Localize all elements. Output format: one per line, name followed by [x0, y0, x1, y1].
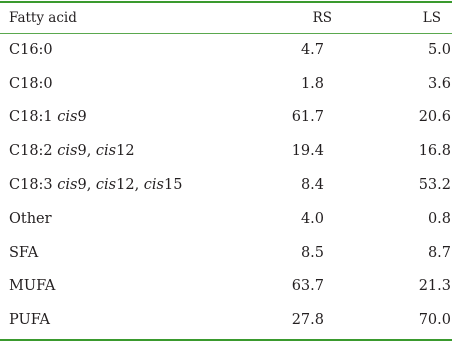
fatty-acid-name-part: C16:0	[9, 41, 53, 58]
isomer-prefix: cis	[57, 177, 78, 194]
table-row	[0, 67, 456, 101]
rs-value-cell: 63.7	[291, 278, 324, 295]
table-row	[0, 101, 456, 135]
fatty-acid-name-part: 9,	[77, 177, 96, 194]
rs-value-cell: 8.5	[300, 244, 324, 261]
rs-value-cell: 27.8	[291, 312, 324, 329]
isomer-prefix: cis	[143, 177, 164, 194]
table-row	[0, 236, 456, 270]
fatty-acid-name-part: PUFA	[9, 312, 50, 329]
rs-value-cell: 19.4	[291, 143, 324, 160]
fatty-acid-name-part: 12	[116, 143, 135, 160]
fatty-acid-name-cell	[0, 270, 229, 304]
ls-value-cell: 5.0	[427, 41, 451, 58]
isomer-prefix: cis	[95, 177, 117, 194]
fatty-acid-name-cell	[0, 134, 229, 168]
fatty-acid-name-cell	[0, 33, 229, 67]
ls-value-cell: 3.6	[427, 75, 451, 92]
table-row	[0, 168, 456, 202]
fatty-acid-name-cell	[0, 101, 229, 135]
fatty-acid-name-part: Other	[9, 210, 52, 227]
fatty-acid-name-part: C18:2	[9, 143, 58, 160]
fatty-acid-name-cell	[0, 168, 229, 202]
fatty-acid-name-part: C18:3	[9, 177, 58, 194]
isomer-prefix: cis	[95, 143, 117, 160]
table-row	[0, 202, 456, 236]
rs-value-cell: 4.0	[300, 210, 324, 227]
fatty-acid-name-cell	[0, 202, 229, 236]
table-row	[0, 270, 456, 304]
isomer-prefix: cis	[57, 143, 78, 160]
header-fatty-acid: Fatty acid	[9, 10, 77, 26]
table-row	[0, 303, 456, 337]
table-header-row	[0, 3, 456, 33]
fatty-acid-name-part: C18:0	[9, 75, 53, 92]
fatty-acid-name-cell	[0, 67, 229, 101]
header-rs: RS	[312, 10, 332, 26]
table-row	[0, 134, 456, 168]
ls-value-cell: 16.8	[418, 143, 451, 160]
ls-value-cell: 70.0	[418, 312, 451, 329]
rs-value-cell: 1.8	[300, 75, 324, 92]
isomer-prefix: cis	[57, 109, 78, 126]
rs-value-cell: 4.7	[300, 41, 324, 58]
fatty-acid-name-cell	[0, 236, 229, 270]
ls-value-cell: 0.8	[427, 210, 451, 227]
ls-value-cell: 8.7	[427, 244, 451, 261]
fatty-acid-name-part: 12,	[116, 177, 144, 194]
header-ls: LS	[422, 10, 441, 26]
rs-value-cell: 8.4	[300, 177, 324, 194]
ls-value-cell: 21.3	[418, 278, 451, 295]
fatty-acid-name-part: 15	[164, 177, 183, 194]
fatty-acid-table	[0, 3, 456, 337]
table-body	[0, 33, 456, 337]
fatty-acid-name-part: 9	[77, 109, 87, 126]
fatty-acid-name-cell	[0, 303, 229, 337]
ls-value-cell: 20.6	[418, 109, 451, 126]
table-row	[0, 33, 456, 67]
fatty-acid-name-part: SFA	[9, 244, 39, 261]
fatty-acid-name-part: 9,	[77, 143, 96, 160]
fatty-acid-name-part: C18:1	[9, 109, 58, 126]
rs-value-cell: 61.7	[291, 109, 324, 126]
ls-value-cell: 53.2	[418, 177, 451, 194]
table-bottom-rule	[0, 339, 452, 341]
fatty-acid-name-part: MUFA	[9, 278, 56, 295]
